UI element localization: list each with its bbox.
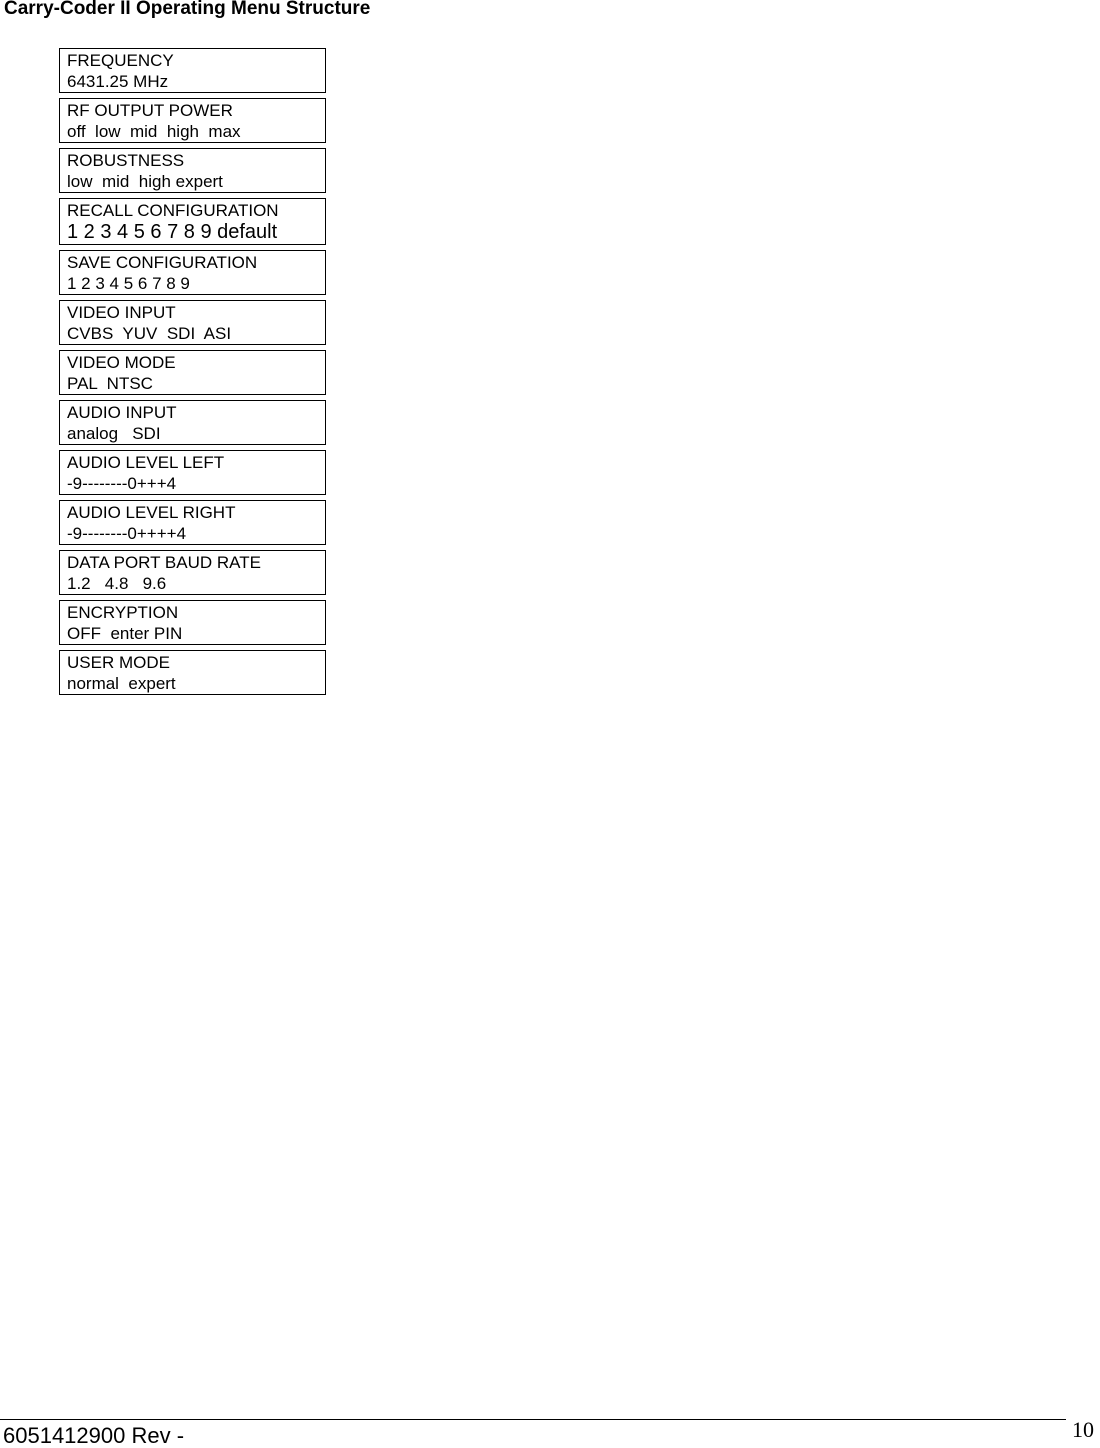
menu-box-audio-input [59,400,326,445]
footer-page-number: 10 [1072,1417,1094,1442]
footer-document-number: 6051412900 Rev - [3,1423,185,1448]
menu-options: -9--------0+++4 [67,474,177,493]
menu-label: ROBUSTNESS [67,151,185,170]
menu-box-rf-output-power [59,98,326,143]
menu-label: FREQUENCY [67,51,174,70]
menu-box-recall-configuration [59,198,326,245]
menu-structure-list [59,48,326,700]
menu-options: 1 2 3 4 5 6 7 8 9 default [67,221,278,243]
menu-label: RF OUTPUT POWER [67,101,233,120]
menu-options: normal expert [67,674,176,693]
menu-options: 6431.25 MHz [67,72,169,91]
footer-divider [0,1419,1066,1420]
menu-box-audio-level-right [59,500,326,545]
menu-label: RECALL CONFIGURATION [67,201,279,220]
menu-box-audio-level-left [59,450,326,495]
menu-label: DATA PORT BAUD RATE [67,553,261,572]
menu-options: OFF enter PIN [67,624,183,643]
menu-options: off low mid high max [67,122,241,141]
menu-options: -9--------0++++4 [67,524,187,543]
menu-box-video-mode [59,350,326,395]
menu-options: analog SDI [67,424,161,443]
menu-box-user-mode [59,650,326,695]
menu-label: VIDEO INPUT [67,303,176,322]
page-title: Carry-Coder II Operating Menu Structure [4,0,371,19]
menu-label: VIDEO MODE [67,353,176,372]
menu-options: low mid high expert [67,172,223,191]
menu-label: AUDIO INPUT [67,403,177,422]
menu-label: AUDIO LEVEL RIGHT [67,503,236,522]
menu-box-encryption [59,600,326,645]
menu-label: SAVE CONFIGURATION [67,253,258,272]
menu-box-video-input [59,300,326,345]
menu-options: PAL NTSC [67,374,153,393]
menu-box-data-port-baud-rate [59,550,326,595]
menu-box-frequency [59,48,326,93]
menu-label: ENCRYPTION [67,603,179,622]
menu-box-save-configuration [59,250,326,295]
menu-options: CVBS YUV SDI ASI [67,324,232,343]
menu-options: 1.2 4.8 9.6 [67,574,167,593]
menu-box-robustness [59,148,326,193]
menu-label: AUDIO LEVEL LEFT [67,453,225,472]
menu-label: USER MODE [67,653,170,672]
menu-options: 1 2 3 4 5 6 7 8 9 [67,274,190,293]
